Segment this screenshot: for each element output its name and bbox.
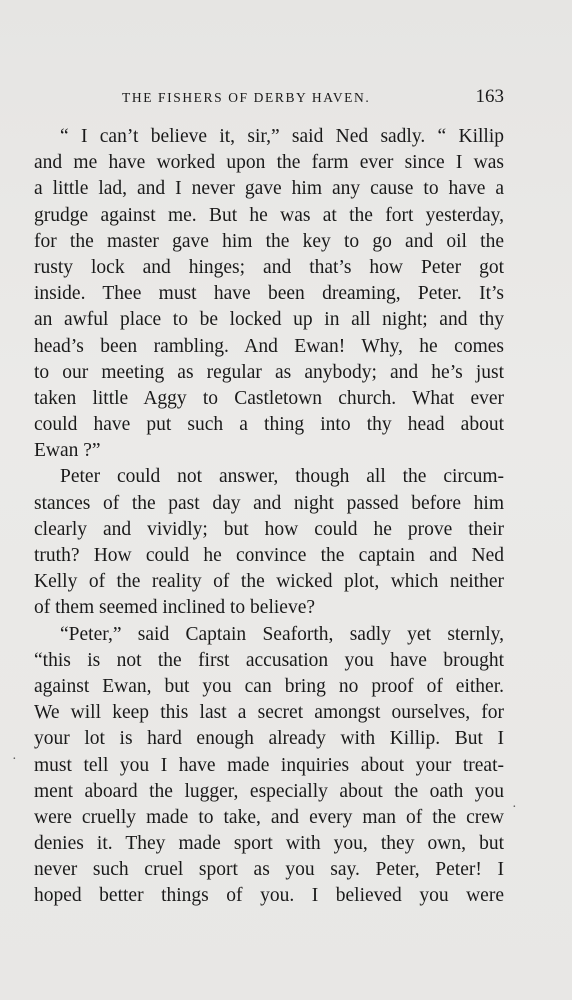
text-line: “ I can’t believe it, sir,” said Ned sadly. “ Killip — [60, 126, 504, 147]
text-line: truth? How could he convince the captain and Ned — [34, 545, 504, 566]
text-line: an awful place to be locked up in all night; and thy — [34, 309, 504, 331]
text-line: could have put such a thing into thy head about — [34, 414, 504, 436]
text-line: “Peter,” said Captain Seaforth, sadly yet sternly, — [60, 623, 504, 645]
text-line: and me have worked upon the farm ever since I was — [34, 152, 504, 174]
text-line: against Ewan, but you can bring no proof of either. — [34, 675, 504, 697]
text-line: Ewan ?” — [34, 440, 101, 462]
text-line: ment aboard the lugger, especially about the oath you — [34, 780, 504, 802]
text-line: grudge against me. But he was at the fort yesterday, — [34, 204, 504, 226]
text-line: Kelly of the reality of the wicked plot, which neither — [34, 571, 504, 593]
text-line: rusty lock and hinges; and that’s how Peter got — [34, 256, 504, 278]
text-line: stances of the past day and night passed before him — [34, 492, 504, 514]
running-title: THE FISHERS OF DERBY HAVEN. — [122, 90, 371, 105]
text-line: denies it. They made sport with you, they own, but — [34, 833, 504, 855]
text-line: never such cruel sport as you say. Peter, Peter! I — [34, 859, 504, 881]
stray-mark: · — [512, 800, 517, 815]
text-line: head’s been rambling. And Ewan! Why, he comes — [34, 335, 504, 357]
text-line: were cruelly made to take, and every man of the crew — [34, 806, 504, 828]
text-line: “this is not the first accusation you have brought — [34, 649, 504, 671]
text-line: to our meeting as regular as anybody; and he’s just — [34, 361, 504, 383]
text-line: a little lad, and I never gave him any cause to have a — [34, 178, 504, 200]
text-line: Peter could not answer, though all the circum- — [60, 466, 504, 488]
text-line: taken little Aggy to Castletown church. What ever — [34, 387, 504, 409]
text-line: your lot is hard enough already with Killip. But I — [34, 728, 504, 750]
text-line: hoped better things of you. I believed you were — [34, 885, 504, 907]
text-line: We will keep this last a secret amongst ourselves, for — [34, 702, 504, 724]
stray-mark: · — [12, 752, 17, 767]
text-line: clearly and vividly; but how could he prove their — [34, 518, 504, 540]
body-text — [34, 124, 504, 910]
running-head — [34, 86, 504, 110]
text-line: inside. Thee must have been dreaming, Peter. It’s — [34, 283, 504, 305]
text-line: of them seemed inclined to believe? — [34, 597, 316, 619]
text-line: for the master gave him the key to go and oil the — [34, 230, 504, 252]
page-number: 163 — [475, 86, 504, 107]
text-line: must tell you I have made inquiries about your treat- — [34, 754, 504, 776]
